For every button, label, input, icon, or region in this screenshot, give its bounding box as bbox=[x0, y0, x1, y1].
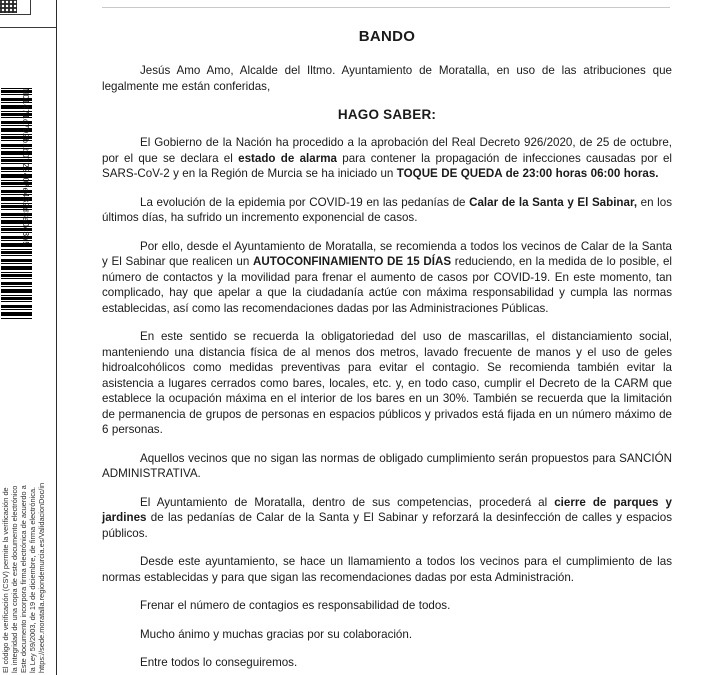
csv-note-line: la integridad de una copia de este documento electrónico bbox=[10, 485, 19, 673]
paragraph-conseguiremos bbox=[102, 655, 672, 671]
emphasis-run: estado de alarma bbox=[238, 151, 337, 165]
text-run: La evolución de la epidemia por COVID-19 en las pedanías de bbox=[140, 195, 470, 209]
text-run: reduciendo, en la medida de lo posible, el número de contactos y la movilidad para frenar el aumento de casos por COVID-19. En este momento, tan complicado, hay que apelar a que la ciudadanía actúe con máxima responsabilidad y cumpla las normas establecidas, así como las recomendaciones dadas por las Administraciones Públicas. bbox=[102, 255, 672, 315]
emphasis-run: AUTOCONFINAMIENTO DE 15 DÍAS bbox=[253, 255, 452, 268]
document-page bbox=[57, 0, 716, 675]
paragraph-llamamiento bbox=[102, 554, 672, 585]
declaration-heading: HAGO SABER: bbox=[337, 107, 437, 122]
text-run: de las pedanías de Calar de la Santa y El Sabinar y reforzará la desinfección de calles y espacios públicos. bbox=[102, 511, 672, 540]
csv-note-line: El código de verificación (CSV) permite la verificación de bbox=[1, 487, 10, 673]
scan-margin bbox=[0, 0, 57, 675]
paragraph-animo bbox=[102, 627, 672, 643]
text-run: Entre todos lo conseguiremos. bbox=[140, 656, 298, 669]
header-rule bbox=[102, 7, 670, 8]
paragraph-estado-alarma bbox=[102, 135, 672, 182]
document-title: BANDO bbox=[358, 28, 416, 45]
text-run: En este sentido se recuerda la obligatoriedad del uso de mascarillas, el distanciamiento social, manteniendo una distancia física de al menos dos metros, lavado frecuente de manos y el uso de geles hidroalcohólicos como medidas preventivas para evitar el contagio. Se recomienda también evitar la asistencia a lugares cerrados como bares, locales, etc. y, en todo caso, cumplir el Decreto de la CARM que establece la ocupación máxima en el interior de los bares en un 30%. También se recuerda que la limitación de permanencia de grupos de personas en espacios públicos y privados está fijada en un número máximo de 6 personas. bbox=[102, 330, 672, 436]
text-run: en los últimos días, ha sufrido un incremento exponencial de casos. bbox=[102, 195, 672, 224]
text-run: Mucho ánimo y muchas gracias por su colaboración. bbox=[140, 627, 413, 641]
body-paragraphs bbox=[102, 135, 672, 671]
paragraph-evolucion-epidemia bbox=[102, 195, 672, 226]
emphasis-run: Calar de la Santa y El Sabinar, bbox=[469, 195, 638, 209]
intro-paragraph: Jesús Amo Amo, Alcalde del Iltmo. Ayuntamiento de Moratalla, en uso de las atribuciones que legalmente me están conferidas, bbox=[102, 64, 672, 93]
paragraph-medidas-preventivas bbox=[102, 329, 672, 438]
paragraph-frenar-contagios bbox=[102, 598, 672, 614]
csv-verification-note bbox=[2, 433, 54, 673]
text-run: Frenar el número de contagios es responsabilidad de todos. bbox=[140, 599, 451, 612]
csv-note-line: la Ley 59/2003, de 19 de diciembre, de firma electrónica. bbox=[28, 486, 37, 673]
emphasis-run: TOQUE DE QUEDA de 23:00 horas 06:00 horas. bbox=[396, 167, 659, 180]
paragraph-autoconfinamiento bbox=[102, 239, 672, 317]
margin-top-rule bbox=[0, 27, 56, 28]
text-run: El Gobierno de la Nación ha procedido a la aprobación del Real Decreto 926/2020, de 25 de octubre, por el que se declara el bbox=[102, 136, 672, 165]
paragraph-sancion bbox=[102, 451, 672, 482]
document-content bbox=[102, 18, 672, 671]
paragraph-cierre-parques bbox=[102, 495, 672, 542]
text-run: Aquellos vecinos que no sigan las normas de obligado cumplimiento serán propuestos para SANCIÓN ADMINISTRATIVA. bbox=[102, 451, 672, 480]
text-run: Desde este ayuntamiento, se hace un llamamiento a todos los vecinos para el cumplimiento de las normas establecidas y para que sigan las recomendaciones dadas por esta Administración. bbox=[102, 555, 672, 584]
text-run: para contener la propagación de infecciones causadas por el SARS-CoV-2 y en la Región de Murcia se ha iniciado un bbox=[102, 151, 672, 180]
csv-note-line: Este documento incorpora firma electrónica de acuerdo a bbox=[19, 485, 28, 673]
text-run: El Ayuntamiento de Moratalla, dentro de sus competencias, procederá al bbox=[140, 495, 555, 509]
qr-stamp-fragment-icon bbox=[0, 0, 17, 13]
barcode-code-text: N01471c792b1b0722407e432d3a0c3a5 bbox=[21, 88, 31, 247]
text-run: Por ello, desde el Ayuntamiento de Moratalla, se recomienda a todos los vecinos de Calar de la Santa y El Sabinar que realicen un bbox=[102, 239, 672, 268]
emphasis-run: cierre de parques y jardines bbox=[102, 495, 672, 524]
csv-note-validation-url[interactable]: https://sede.moratalla.regiondemurcia.es/ValidacionDoc/in bbox=[37, 482, 46, 673]
